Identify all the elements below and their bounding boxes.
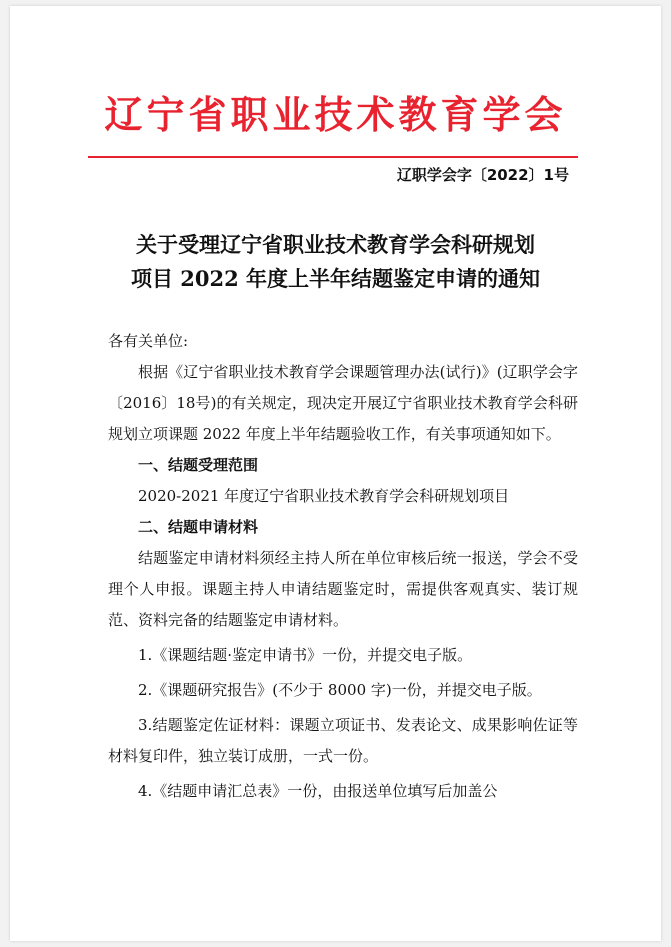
- notice-body: [108, 326, 578, 807]
- document-number: 辽职学会字〔2022〕1号: [396, 166, 569, 184]
- section-1-text: 2020-2021 年度辽宁省职业技术教育学会科研规划项目: [138, 487, 510, 505]
- material-item-1: 1.《课题结题·鉴定申请书》一份，并提交电子版。: [138, 646, 473, 664]
- salutation: 各有关单位:: [108, 332, 189, 350]
- organization-letterhead: 辽宁省职业技术教育学会: [104, 92, 567, 137]
- section-2-text: 结题鉴定申请材料须经主持人所在单位审核后统一报送，学会不受理个人申报。课题主持人申请结题鉴定时，需提供客观真实、装订规范、资料完备的结题鉴定申请材料。: [108, 549, 578, 629]
- material-item-3: 3.结题鉴定佐证材料：课题立项证书、发表论文、成果影响佐证等材料复印件，独立装订成册，一式一份。: [108, 716, 578, 765]
- document-page: [10, 6, 661, 941]
- material-item-2: 2.《课题研究报告》(不少于 8000 字)一份，并提交电子版。: [138, 681, 542, 699]
- notice-title-line-1: 关于受理辽宁省职业技术教育学会科研规划: [136, 232, 535, 257]
- intro-paragraph: 根据《辽宁省职业技术教育学会课题管理办法(试行)》(辽职学会字〔2016〕18号)的有关规定，现决定开展辽宁省职业技术教育学会科研规划立项课题 2022 年度上半年结题验收工作，有关事项通知如下。: [108, 363, 578, 443]
- letterhead-divider: [88, 156, 578, 158]
- section-1-heading: 一、结题受理范围: [138, 456, 259, 474]
- section-2-heading: 二、结题申请材料: [138, 518, 259, 536]
- notice-title: [10, 228, 661, 296]
- material-item-4: 4.《结题申请汇总表》一份，由报送单位填写后加盖公: [138, 782, 498, 800]
- notice-title-line-2: 项目 2022 年度上半年结题鉴定申请的通知: [130, 266, 541, 291]
